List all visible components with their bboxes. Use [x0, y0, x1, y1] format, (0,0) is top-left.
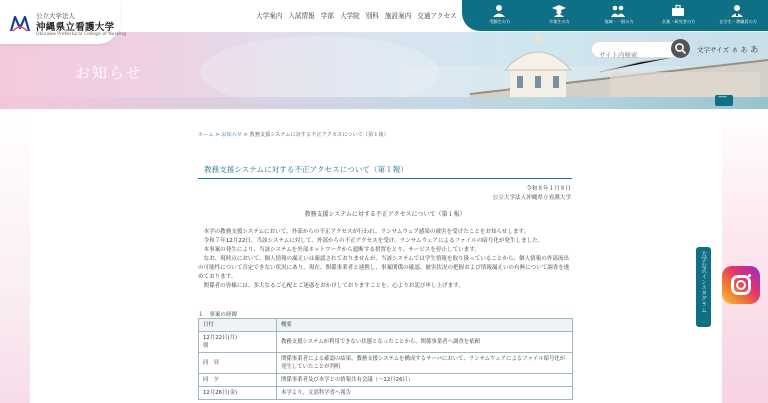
breadcrumb-current: 教務支援システムに対する不正アクセスについて（第１報）	[249, 132, 389, 138]
article-title: 教務支援システムに対する不正アクセスについて（第１報）	[198, 160, 572, 179]
instagram-tab[interactable]	[696, 247, 711, 327]
paragraph: 本学の教務支援システムにおいて、外部からの不正アクセスが行われ、ランサムウェア感染の被害を受けたことをお知らせします。	[198, 229, 530, 235]
logo[interactable]	[0, 0, 126, 44]
breadcrumb-home[interactable]: ホーム	[198, 132, 214, 138]
people-icon	[611, 4, 625, 17]
logo-english: Okinawa Prefectural College of Nursing	[36, 32, 126, 37]
logo-title: 沖縄県立看護大学	[36, 22, 115, 33]
font-size-large-button[interactable]: あ	[750, 45, 759, 54]
table-header-row	[199, 319, 573, 332]
table-cell-date: 12月26日(金)	[199, 387, 277, 400]
search-button[interactable]	[671, 39, 690, 58]
hero-band	[0, 97, 768, 109]
site-header	[0, 0, 768, 37]
font-size-label: 文字サイズ	[697, 46, 729, 54]
paragraph: 令和７年12月22日、当該システムに対して、外部からの不正アクセスを受け、ランサムウェアによるファイルの暗号化が発生しました。	[198, 238, 544, 244]
chevron-icon: —	[718, 92, 727, 102]
document-heading: 教務支援システムに対する不正アクセスについて（第１報）	[304, 211, 466, 218]
student-icon	[492, 4, 506, 17]
nav-item-faculty[interactable]: 学部	[320, 12, 334, 20]
breadcrumb-separator: >	[213, 132, 222, 138]
font-size-medium-button[interactable]: あ	[740, 46, 748, 54]
timeline-table	[198, 318, 573, 400]
search-input[interactable]	[592, 48, 662, 63]
role-label: 受験生の方	[489, 19, 511, 24]
role-label: 卒業生の方	[548, 19, 570, 24]
role-community[interactable]	[589, 0, 649, 31]
table-cell-date: 同 昼	[199, 353, 277, 374]
nav-item-access[interactable]: 交通アクセス	[417, 12, 457, 20]
logo-subtitle: 公立大学法人	[36, 12, 75, 20]
role-label: 地域・一般の方	[604, 19, 634, 24]
nav-item-graduate[interactable]: 大学院	[339, 12, 360, 20]
scroll-down-button[interactable]	[715, 92, 733, 106]
instagram-tab-label: 大学公式インスタグラム	[700, 251, 706, 313]
nav-item-admissions[interactable]: 入試情報	[288, 12, 315, 20]
table-cell-date: 12月22日(月) 朝	[199, 332, 277, 353]
paragraph: なお、現時点において、個人情報の漏えいは確認されておりませんが、当該システムでは学生情報を取り扱っていることから、個人情報の外部流出の可能性について否定できない状況にあり、現在、関係事業者と連携し、事案関係の確認、被害状況の把握および情報漏えいの有無について調査を進めております。	[198, 256, 570, 280]
article-organization: 公立大学法人沖縄県立看護大学	[492, 195, 571, 201]
search-icon	[671, 39, 690, 58]
table-cell-summary: 本学より、文部科学省へ報告	[277, 387, 573, 400]
left-decoration	[0, 109, 30, 403]
instagram-icon[interactable]	[722, 266, 760, 304]
page-category-title: お知らせ	[75, 64, 143, 82]
right-decoration	[722, 109, 768, 403]
nurse-icon	[730, 4, 744, 17]
font-size-control	[697, 44, 758, 55]
table-row	[199, 387, 573, 400]
breadcrumb-separator: >	[241, 132, 250, 138]
audience-nav	[462, 0, 768, 31]
paragraph: 関係者の皆様には、多大なるご心配とご迷惑をおかけしておりますことを、心よりお詫び申し上げます。	[198, 283, 464, 289]
role-alumni[interactable]	[530, 0, 590, 31]
nav-item-about[interactable]: 大学案内	[256, 12, 283, 20]
breadcrumb	[198, 131, 389, 138]
breadcrumb-news[interactable]: お知らせ	[221, 132, 242, 138]
paragraph: 本事案の発生により、当該システムを外部ネットワークから遮断する措置をとり、サービスを停止しています。	[198, 247, 480, 253]
section-title: １ 事案の経緯	[198, 312, 238, 318]
role-label: 企業・研究者の方	[661, 19, 696, 24]
table-row	[199, 353, 573, 374]
instagram-dot	[748, 274, 751, 277]
font-size-small-button[interactable]: あ	[731, 48, 738, 54]
table-cell-summary: 関係事業者による確認の結果、教務支援システムを構成するサーバにおいて、ランサムウェアによるファイル暗号化が発生していたことが判明	[277, 353, 573, 374]
table-cell-summary: 教務支援システムが利用できない状態となったことから、関係事業者へ調査を依頼	[277, 332, 573, 353]
global-nav	[256, 10, 457, 20]
college-logo-icon	[9, 13, 31, 35]
role-researchers[interactable]	[649, 0, 709, 31]
role-prospective-students[interactable]	[470, 0, 530, 31]
table-row	[199, 374, 573, 387]
role-current-students[interactable]	[708, 0, 768, 31]
article-meta	[493, 185, 571, 203]
table-cell-date: 同 夕	[199, 374, 277, 387]
table-header-date: 日付	[199, 319, 277, 332]
briefcase-icon	[671, 4, 685, 17]
article-date: 令和８年１月８日	[526, 186, 571, 192]
role-label: 在学生・教職員の方	[719, 19, 758, 24]
table-row	[199, 332, 573, 353]
instagram-lens	[736, 280, 746, 290]
graduate-cap-icon	[552, 4, 566, 17]
nav-item-facilities[interactable]: 施設案内	[384, 12, 412, 20]
table-header-summary: 概要	[277, 319, 573, 332]
nav-item-special-course[interactable]: 別科	[365, 12, 379, 20]
article-body	[198, 228, 573, 291]
table-cell-summary: 関係事業者及び本学との情報共有会議（～12月26日）	[277, 374, 573, 387]
